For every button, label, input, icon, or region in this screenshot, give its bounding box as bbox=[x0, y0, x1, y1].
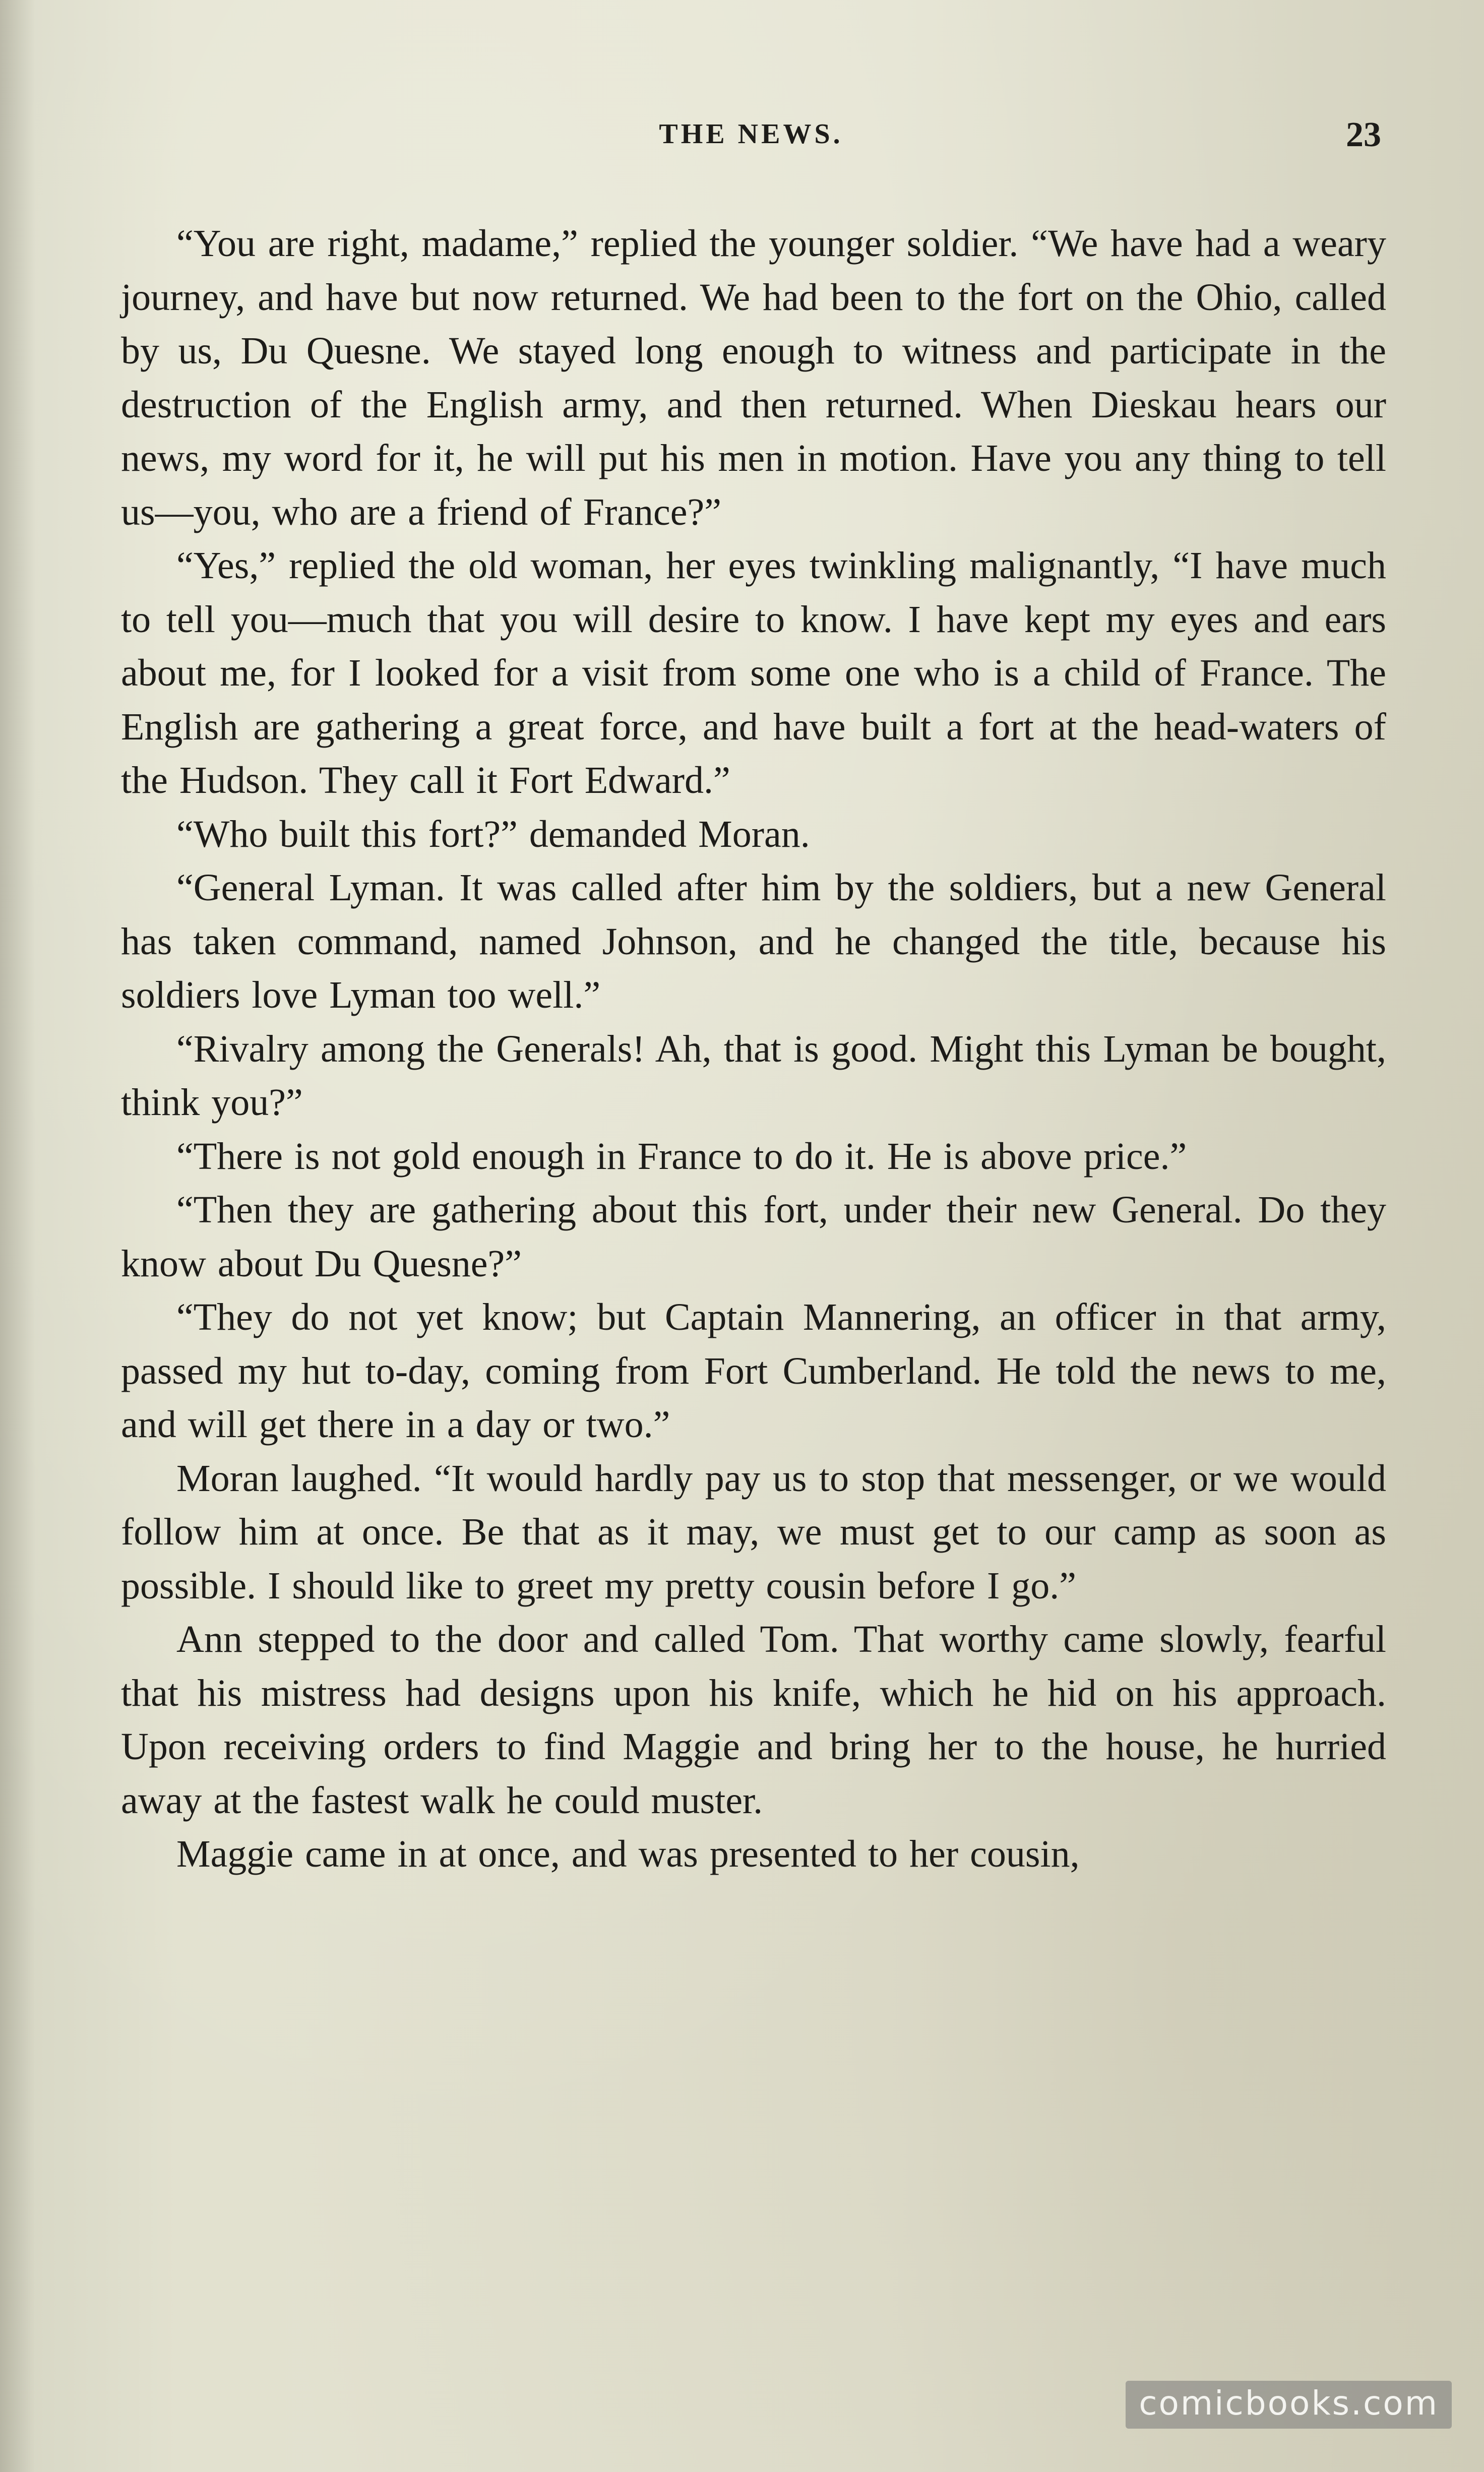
paragraph: “Who built this fort?” demanded Moran. bbox=[176, 813, 810, 855]
paragraph: “General Lyman. It was called after him by the soldiers, but a new General has taken command, named Johnson, and he changed the title, because his soldiers love Lyman too well.” bbox=[121, 867, 1386, 1016]
paragraph: “Yes,” replied the old woman, her eyes twinkling malignantly, “I have much to tell you—much that you will desire to know. I have kept my eyes and ears about me, for I looked for a visit from some one who is a child of France. The English are gathering a great force, and have built a fort at the head-waters of the Hudson. They call it Fort Edward.” bbox=[121, 544, 1386, 801]
body-text bbox=[121, 217, 1386, 1881]
paragraph: Maggie came in at once, and was presented to her cousin, bbox=[176, 1833, 1080, 1875]
watermark: comicbooks.com bbox=[1126, 2381, 1452, 2429]
paragraph: “They do not yet know; but Captain Mannering, an officer in that army, passed my hut to-day, coming from Fort Cumberland. He told the news to me, and will get there in a day or two.” bbox=[121, 1296, 1386, 1446]
page-binding-shadow bbox=[0, 0, 35, 2472]
page-number: 23 bbox=[1346, 115, 1381, 154]
page-header bbox=[121, 115, 1381, 160]
paragraph: “There is not gold enough in France to do it. He is above price.” bbox=[176, 1135, 1187, 1178]
paragraph: Moran laughed. “It would hardly pay us to stop that messenger, or we would follow him at once. Be that as it may, we must get to our camp as soon as possible. I should like to greet my pretty cousin before I go.” bbox=[121, 1457, 1386, 1607]
paragraph: “Rivalry among the Generals! Ah, that is good. Might this Lyman be bought, think you?” bbox=[121, 1027, 1386, 1124]
paragraph: Ann stepped to the door and called Tom. That worthy came slowly, fearful that his mistress had designs upon his knife, which he hid on his approach. Upon receiving orders to find Maggie and bring her to the house, he hurried away at the fastest walk he could muster. bbox=[121, 1618, 1386, 1822]
paragraph: “Then they are gathering about this fort, under their new General. Do they know about Du Quesne?” bbox=[121, 1189, 1386, 1285]
running-head: THE NEWS. bbox=[659, 118, 843, 150]
paragraph: “You are right, madame,” replied the younger soldier. “We have had a weary journey, and have but now returned. We had been to the fort on the Ohio, called by us, Du Quesne. We stayed long enough to witness and participate in the destruction of the English army, and then returned. When Dieskau hears our news, my word for it, he will put his men in motion. Have you any thing to tell us—you, who are a friend of France?” bbox=[121, 222, 1386, 533]
